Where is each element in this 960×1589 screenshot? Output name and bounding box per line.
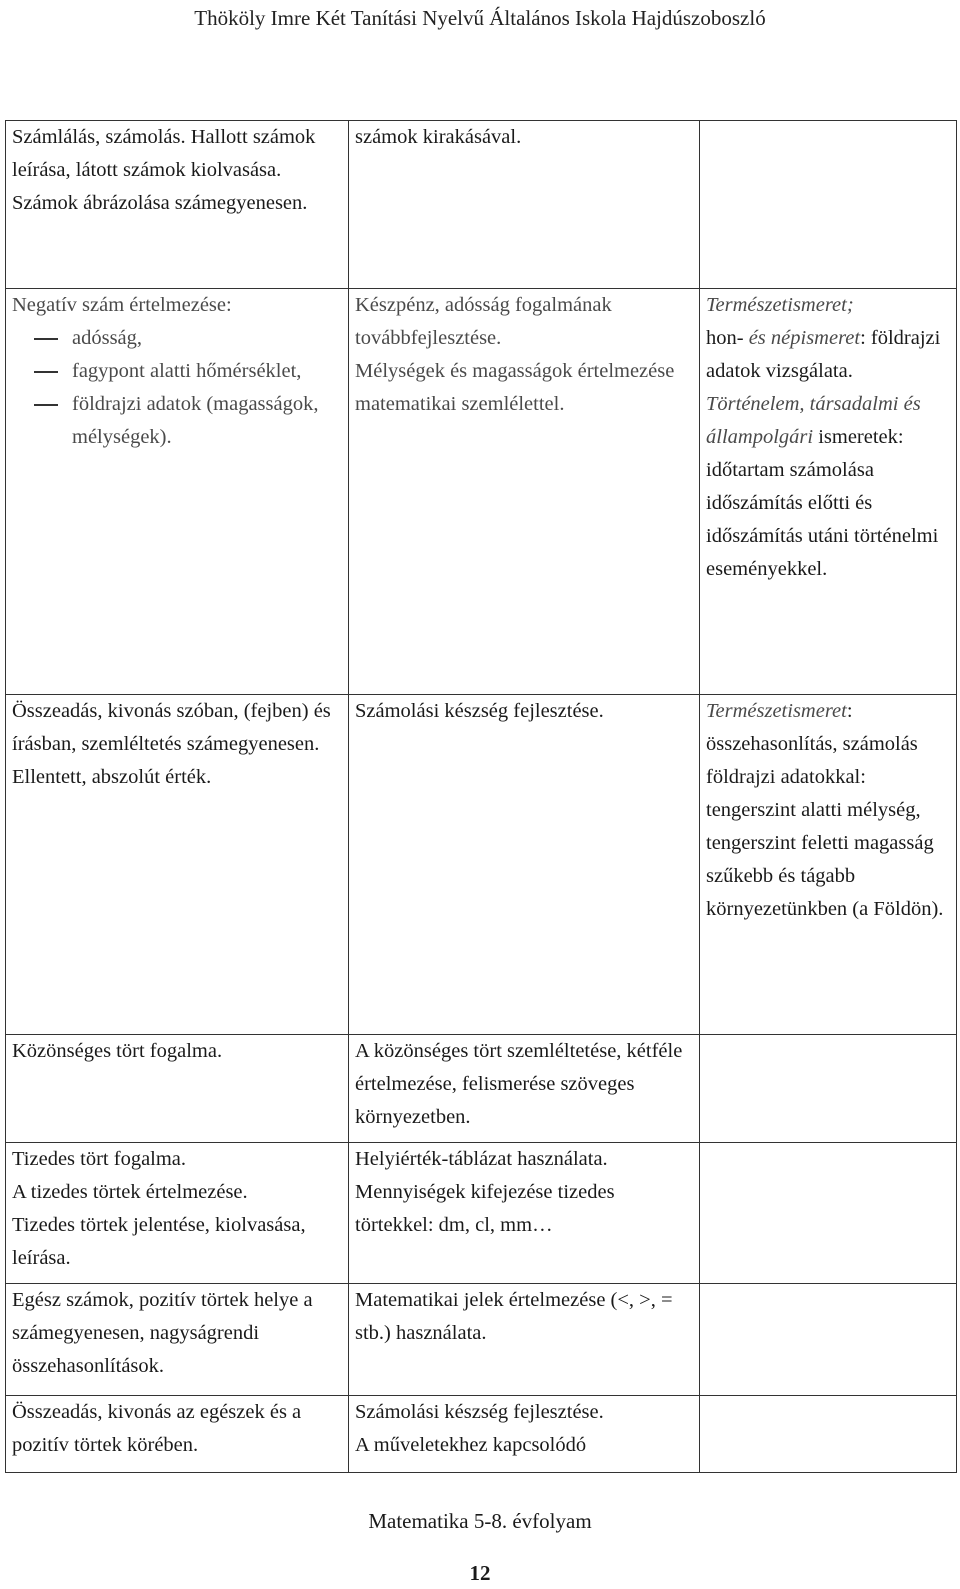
table-row	[6, 1396, 957, 1473]
table-row	[6, 289, 957, 695]
topic-cell	[6, 1143, 349, 1284]
page-number: 12	[469, 1561, 491, 1585]
connection-cell	[700, 121, 957, 289]
page-header: Thököly Imre Két Tanítási Nyelvű Általános Iskola Hajdúszoboszló	[194, 6, 766, 30]
footer-subject: Matematika 5-8. évfolyam	[368, 1509, 592, 1533]
topic-text: Ellentett, abszolút érték.	[12, 766, 212, 788]
table-row	[6, 1284, 957, 1396]
topic-text: Számok ábrázolása számegyenesen.	[12, 192, 308, 214]
table-row	[6, 1035, 957, 1143]
topic-text: A tizedes törtek értelmezése.	[12, 1181, 248, 1203]
activity-text: számok kirakásával.	[355, 126, 522, 148]
activity-text: Helyiérték-táblázat használata.	[355, 1148, 608, 1170]
connection-cell	[700, 289, 957, 695]
table-row	[6, 695, 957, 1035]
list-item: fagypont alatti hőmérséklet,	[12, 355, 342, 388]
topic-text: Számlálás, számolás. Hallott számok leírása, látott számok kiolvasása.	[12, 126, 316, 181]
dash-list	[12, 322, 342, 454]
topic-text: Összeadás, kivonás szóban, (fejben) és írásban, szemléltetés számegyenesen.	[12, 700, 331, 755]
connection-text: Természetismeret: összehasonlítás, számolás földrajzi adatokkal: tengerszint alatti mélység, tengerszint feletti magasság szűkebb és tágabb környezetünkben (a Földön).	[706, 700, 944, 920]
dash-bullet	[34, 404, 58, 406]
topic-cell	[6, 1284, 349, 1396]
activity-text: Mélységek és magasságok értelmezése matematikai szemlélettel.	[355, 360, 675, 415]
topic-text: Tizedes törtek jelentése, kiolvasása, leírása.	[12, 1214, 306, 1269]
topic-text: Közönséges tört fogalma.	[12, 1040, 223, 1062]
table-row	[6, 121, 957, 289]
activity-text: Készpénz, adósság fogalmának továbbfejlesztése.	[355, 294, 612, 349]
connection-text: Természetismeret;	[706, 294, 854, 316]
dash-bullet	[34, 371, 58, 373]
activity-cell	[349, 1035, 700, 1143]
table-row	[6, 1143, 957, 1284]
connection-cell	[700, 1284, 957, 1396]
connection-cell	[700, 1396, 957, 1473]
list-item: adósság,	[12, 322, 342, 355]
topic-cell	[6, 121, 349, 289]
curriculum-table	[5, 120, 957, 1473]
connection-text: hon- és népismeret: földrajzi adatok vizsgálata.	[706, 327, 941, 382]
connection-text: Történelem, társadalmi és állampolgári ismeretek: időtartam számolása időszámítás előtti és időszámítás utáni történelmi eseményekkel.	[706, 393, 939, 580]
topic-text: Tizedes tört fogalma.	[12, 1148, 187, 1170]
topic-text: Összeadás, kivonás az egészek és a pozitív törtek körében.	[12, 1401, 302, 1456]
list-item: földrajzi adatok (magasságok, mélységek).	[12, 388, 342, 454]
activity-text: Matematikai jelek értelmezése (<, >, = stb.) használata.	[355, 1289, 673, 1344]
activity-text: Számolási készség fejlesztése.	[355, 700, 604, 722]
topic-cell	[6, 1035, 349, 1143]
topic-cell	[6, 695, 349, 1035]
activity-text: A közönséges tört szemléltetése, kétféle értelmezése, felismerése szöveges környezetben.	[355, 1040, 683, 1128]
activity-cell	[349, 1284, 700, 1396]
connection-cell	[700, 1035, 957, 1143]
connection-cell	[700, 1143, 957, 1284]
activity-cell	[349, 121, 700, 289]
activity-cell	[349, 1396, 700, 1473]
activity-cell	[349, 289, 700, 695]
dash-bullet	[34, 338, 58, 340]
activity-text: Számolási készség fejlesztése.	[355, 1401, 604, 1423]
activity-cell	[349, 1143, 700, 1284]
activity-cell	[349, 695, 700, 1035]
topic-cell	[6, 289, 349, 695]
topic-cell	[6, 1396, 349, 1473]
activity-text: A műveletekhez kapcsolódó	[355, 1434, 587, 1456]
activity-text: Mennyiségek kifejezése tizedes törtekkel: dm, cl, mm…	[355, 1181, 615, 1236]
connection-cell	[700, 695, 957, 1035]
topic-text: Egész számok, pozitív törtek helye a számegyenesen, nagyságrendi összehasonlítások.	[12, 1289, 313, 1377]
topic-text: Negatív szám értelmezése:	[12, 294, 232, 316]
